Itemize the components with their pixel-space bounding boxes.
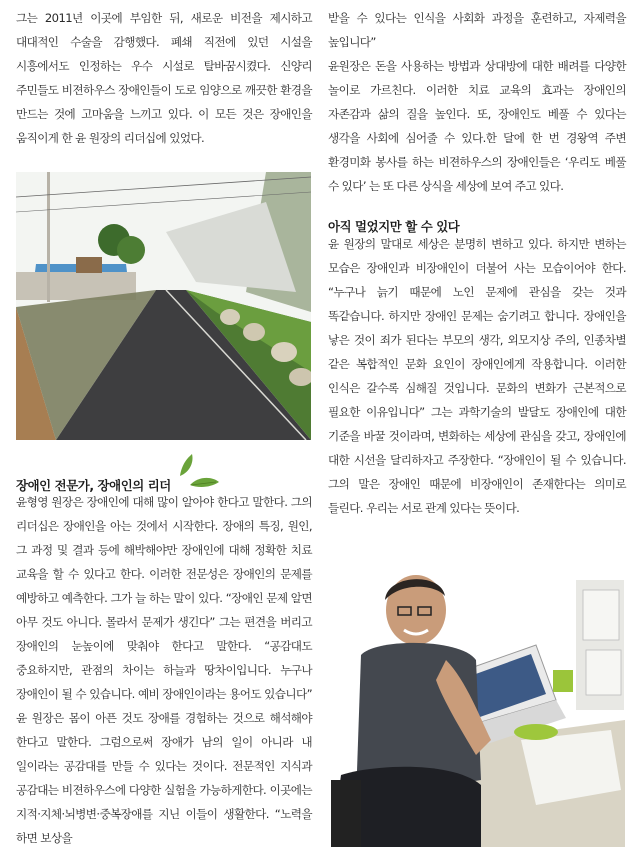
director-photo xyxy=(331,560,625,847)
left-column xyxy=(16,6,312,150)
section-heading-future: 아직 멀었지만 할 수 있다 xyxy=(328,219,460,234)
right-lower-text xyxy=(328,232,626,520)
right-column xyxy=(328,6,626,198)
education-paragraph: 윤원장은 돈을 사용하는 방법과 상대방에 대한 배려를 다양한 놀이로 가르친다. 이러한 치료 교육의 효과는 장애인의 자존감과 삶의 질을 높인다. 또, 장애인도 베풀 수 있다는 생각을 사회에 심어줄 수 있다.한 달에 한 번 경왕역 주변 환경미화 봉사를 하는 비젼하우스의 장애인들은 ‘우리도 베풀 수 있다’ 는 또 다른 상식을 세상에 보여 주고 있다. xyxy=(328,59,626,193)
future-paragraph: 윤 원장의 말대로 세상은 분명히 변하고 있다. 하지만 변하는 모습은 장애인과 비장애인이 더불어 사는 모습이어야 한다. “누구나 늙기 때문에 노인 문제에 관심을 갖는 것과 똑같습니다. 하지만 장애인 문제는 숨기려고 합니다. 장애인을 낳은 것이 죄가 된다는 부모의 생각, 외모지상 주의, 인종차별 같은 복합적인 문화 요인이 장애인에게 작용합니다. 이러한 인식은 갈수록 심해질 것입니다. 문화의 변화가 근본적으로 필요한 이유입니다” 그는 과학기술의 발달도 장애인에 대한 기준을 바꿀 것이라며, 변화하는 세상에 관심을 갖고, 장애인에 대한 시선을 달리하자고 주장한다. “장애인이 될 수 있습니다. 그의 말은 장애인 때문에 비장애인이 존재한다는 의미로 들린다. 우리는 서로 관계 있다는 뜻이다. xyxy=(328,237,626,515)
road-photo xyxy=(16,172,311,440)
intro-paragraph: 그는 2011년 이곳에 부임한 뒤, 새로운 비전을 제시하고 대대적인 수술을 감행했다. 폐쇄 직전에 있던 시설을 시흥에서도 인정하는 우수 시설로 탈바꿈시켰다. 신양리 주민들도 비젼하우스 장애인들이 도로 임양으로 깨끗한 환경을 만드는 것에 고마움을 느끼고 있다. 이 모든 것은 장애인을 움직이게 한 윤 원장의 리더십에 있었다. xyxy=(16,11,312,145)
leaf-icon xyxy=(176,452,220,490)
left-lower-text xyxy=(16,490,312,850)
continuation-paragraph: 받을 수 있다는 인식을 사회화 과정을 훈련하고, 자제력을 높입니다” xyxy=(328,11,626,49)
leader-paragraph: 윤형영 원장은 장애인에 대해 많이 알아야 한다고 말한다. 그의 리더십은 장애인을 아는 것에서 시작한다. 장애의 특징, 원인, 그 과정 및 결과 등에 해박해야만 장애인에 대해 정확한 치료 교육을 할 수 있다고 한다. 이러한 전문성은 장애인의 문제를 예방하고 예측한다. 그가 늘 하는 말이 있다. “장애인 문제 알면 아무 것도 아니다. 몰라서 문제가 생긴다” 그는 편견을 버리고 장애인의 눈높이에 맞춰야 한다고 말한다. “공감대도 중요하지만, 관점의 차이는 하늘과 땅차이입니다. 누구나 장애인이 될 수 있습니다. 예비 장애인이라는 용어도 있습니다” 윤 원장은 몸이 아픈 것도 장애를 경험하는 것으로 해석해야 한다고 말한다. 그럼으로써 장애가 남의 일이 아니라 내 일이라는 공감대를 만들 수 있다는 것이다. 전문적인 지식과 공감대는 비젼하우스에 다양한 실험을 가능하게한다. 이곳에는 지적·지체·뇌병변·중복장애를 지닌 이들이 생활한다. “노력을 하면 보상을 xyxy=(16,495,312,845)
section-heading-leader: 장애인 전문가, 장애인의 리더 xyxy=(16,478,171,493)
